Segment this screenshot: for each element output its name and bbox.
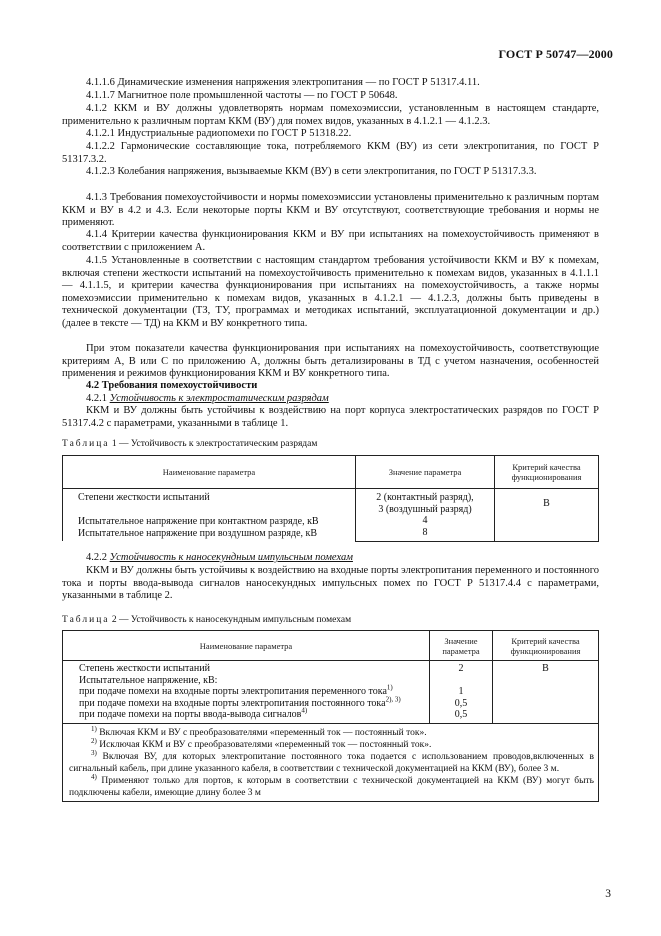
standard-code-header: ГОСТ Р 50747—2000 [498, 47, 613, 61]
table2-row-value: 0,5 [454, 697, 468, 709]
page-number: 3 [605, 888, 611, 900]
footnote-3 [69, 748, 595, 775]
footnote-mark: 1) [91, 724, 97, 733]
section-number: 4.2.1 [86, 393, 107, 404]
table2-criterion-cell: В [493, 661, 599, 724]
table2-values-cell [430, 661, 493, 724]
paragraph-nanosecond-requirement: ККМ и ВУ должны быть устойчивы к воздействию на входные порты электропитания переменного и постоянного тока и порты ввода-вывода сигналов наносекундных импульсных помех по ГОСТ Р 51317.4.4 с параметрами, указанными в таблице 2. [62, 565, 599, 601]
footnote-mark: 2), 3) [385, 695, 401, 704]
footnote-mark: 2) [91, 736, 97, 745]
table2-caption [62, 614, 599, 626]
footnote-text: Включая ВУ, для которых электропитание постоянного тока подается с использованием проводов,включенных в сигнальный кабель, при длине указанного кабеля, в соответствии с технической документацией на ККМ (ВУ), более 3 м. [69, 751, 595, 774]
section-4-2-1-heading [62, 393, 599, 406]
table-caption-text: 2 — Устойчивость к наносекундным импульсным помехам [111, 615, 352, 625]
table2-footnotes [63, 723, 599, 801]
table1-row-value: 8 [422, 526, 428, 538]
paragraph-esd-requirement: ККМ и ВУ должны быть устойчивы к воздействию на порт корпуса электростатических разрядов по ГОСТ Р 51317.4.2 с параметрами, указанными в таблице 1. [62, 405, 599, 429]
table1-header-criterion: Критерий качества функционирования [495, 456, 599, 489]
table1-values-cell [356, 489, 495, 542]
footnote-text: Исключая ККМ и ВУ с преобразователями «переменный ток — постоянный ток». [99, 739, 432, 750]
table2-header-value: Значение параметра [430, 631, 493, 661]
table-caption-text: 1 — Устойчивость к электростатическим разрядам [111, 439, 318, 449]
paragraph-4-1-1-6: 4.1.1.6 Динамические изменения напряжения электропитания — по ГОСТ Р 51317.4.11. [86, 77, 480, 88]
table1-names-cell [63, 489, 356, 542]
table2-row-name [79, 683, 429, 698]
table1-row-name: Степени жесткости испытаний [78, 492, 210, 503]
section-4-2-2-heading [62, 552, 599, 565]
paragraph-4-1-3: 4.1.3 Требования помехоустойчивости и нормы помехоэмиссии установлены применительно к различным портам ККМ и ВУ в 4.2 и 4.3. Если некоторые порты ККМ и ВУ отсутствуют, соответствующие требования и нормы не применяют. [62, 192, 599, 228]
footnote-4 [69, 772, 594, 799]
table1-row-value: 2 (контактный разряд), [376, 492, 474, 503]
footnote-text: Применяют только для портов, к которым в соответствии с технической документацией на ККМ (ВУ) могут быть подключены кабели, имеющие длину более 3 м [69, 775, 594, 798]
paragraph-4-1-2: 4.1.2 ККМ и ВУ должны удовлетворять нормам помехоэмиссии, установленным в настоящем стандарте, применительно к различным портам ККМ (ВУ) для помех видов, указанных в 4.1.2.1 — 4.1.2.3. [62, 103, 599, 127]
row-text: при подаче помехи на порты ввода-вывода сигналов [79, 709, 302, 720]
footnote-mark: 4) [91, 772, 97, 781]
footnote-mark: 1) [386, 683, 393, 692]
footnote-text: Включая ККМ и ВУ с преобразователями «переменный ток — постоянный ток». [99, 727, 427, 738]
table2-names-cell [63, 661, 430, 724]
table1-row-name: Испытательное напряжение при воздушном разряде, кВ [78, 527, 318, 539]
section-title: Устойчивость к электростатическим разрядам [109, 393, 329, 404]
footnote-mark: 4) [301, 706, 308, 715]
paragraph-4-1-5: 4.1.5 Установленные в соответствии с настоящим стандартом требования устойчивости ККМ и ВУ к помехам, включая степени жесткости испытаний на помехоустойчивость применительно к помехам видов, указанных в 4.1.1.1 — 4.1.1.5, и критерии качества функционирования при испытаниях на помехоустойчивость, а также нормы помехоэмиссии применительно к помехам видов, указанных в 4.1.2.1 — 4.1.2.3, должны быть приведены в технической документации (ТЗ, ТУ, программах и методиках испытаний, эксплуатационной документации и др.) (далее в тексте — ТД) на ККМ и ВУ конкретного типа. [62, 255, 599, 329]
table-word: Таблица [62, 439, 110, 449]
table2-row-value: 1 [458, 686, 464, 697]
row-text: при подаче помехи на входные порты электропитания переменного тока [79, 686, 387, 697]
spacer [430, 675, 492, 687]
paragraph-criteria-detail: При этом показатели качества функционирования при испытаниях на помехоустойчивость, соответствующие критериям А, В или С по приложению А, должны быть детализированы в ТД с учетом назначения, особенностей применения и режимов функционирования ККМ и ВУ конкретного типа. [62, 343, 599, 379]
table2-severity-value: 2 [458, 663, 464, 674]
section-title: Устойчивость к наносекундным импульсным помехам [109, 552, 353, 563]
table1 [62, 455, 599, 542]
table2-severity-name: Степень жесткости испытаний [79, 663, 210, 674]
row-text: при подаче помехи на входные порты электропитания постоянного тока [79, 697, 386, 709]
paragraph-4-1-1-7: 4.1.1.7 Магнитное поле промышленной частоты — по ГОСТ Р 50648. [86, 90, 398, 101]
table-word: Таблица [62, 615, 110, 625]
table2-row-name [79, 695, 429, 710]
footnote-1 [69, 724, 594, 739]
table1-row-name: Испытательное напряжение при контактном разряде, кВ [78, 516, 319, 527]
table1-header-value: Значение параметра [356, 456, 495, 489]
table1-header-name: Наименование параметра [63, 456, 356, 489]
section-4-2-heading: 4.2 Требования помехоустойчивости [86, 380, 258, 391]
footnote-mark: 3) [91, 748, 97, 757]
table2 [62, 630, 599, 802]
footnote-2 [69, 736, 594, 751]
paragraph-4-1-4: 4.1.4 Критерии качества функционирования ККМ и ВУ при испытаниях на помехоустойчивость применяют в соответствии с приложением А. [62, 229, 599, 253]
section-number: 4.2.2 [86, 552, 107, 563]
table2-row-value: 0,5 [454, 709, 468, 720]
paragraph-4-1-2-3: 4.1.2.3 Колебания напряжения, вызываемые ККМ (ВУ) в сети электропитания, по ГОСТ Р 51317.3.3. [86, 166, 537, 177]
table1-caption [62, 438, 599, 450]
table1-criterion-cell: В [495, 489, 599, 542]
paragraph-4-1-2-1: 4.1.2.1 Индустриальные радиопомехи по ГОСТ Р 51318.22. [86, 128, 352, 139]
table2-voltage-label: Испытательное напряжение, кВ: [79, 674, 218, 686]
paragraph-4-1-2-2: 4.1.2.2 Гармонические составляющие тока, потребляемого ККМ (ВУ) из сети электропитания, по ГОСТ Р 51317.3.2. [62, 141, 599, 165]
table2-row-name [79, 706, 429, 721]
table2-header-criterion: Критерий качества функционирования [493, 631, 599, 661]
table2-header-name: Наименование параметра [63, 631, 430, 661]
table1-row-value-2: 3 (воздушный разряд) [378, 503, 472, 515]
table1-row-value: 4 [422, 515, 428, 526]
